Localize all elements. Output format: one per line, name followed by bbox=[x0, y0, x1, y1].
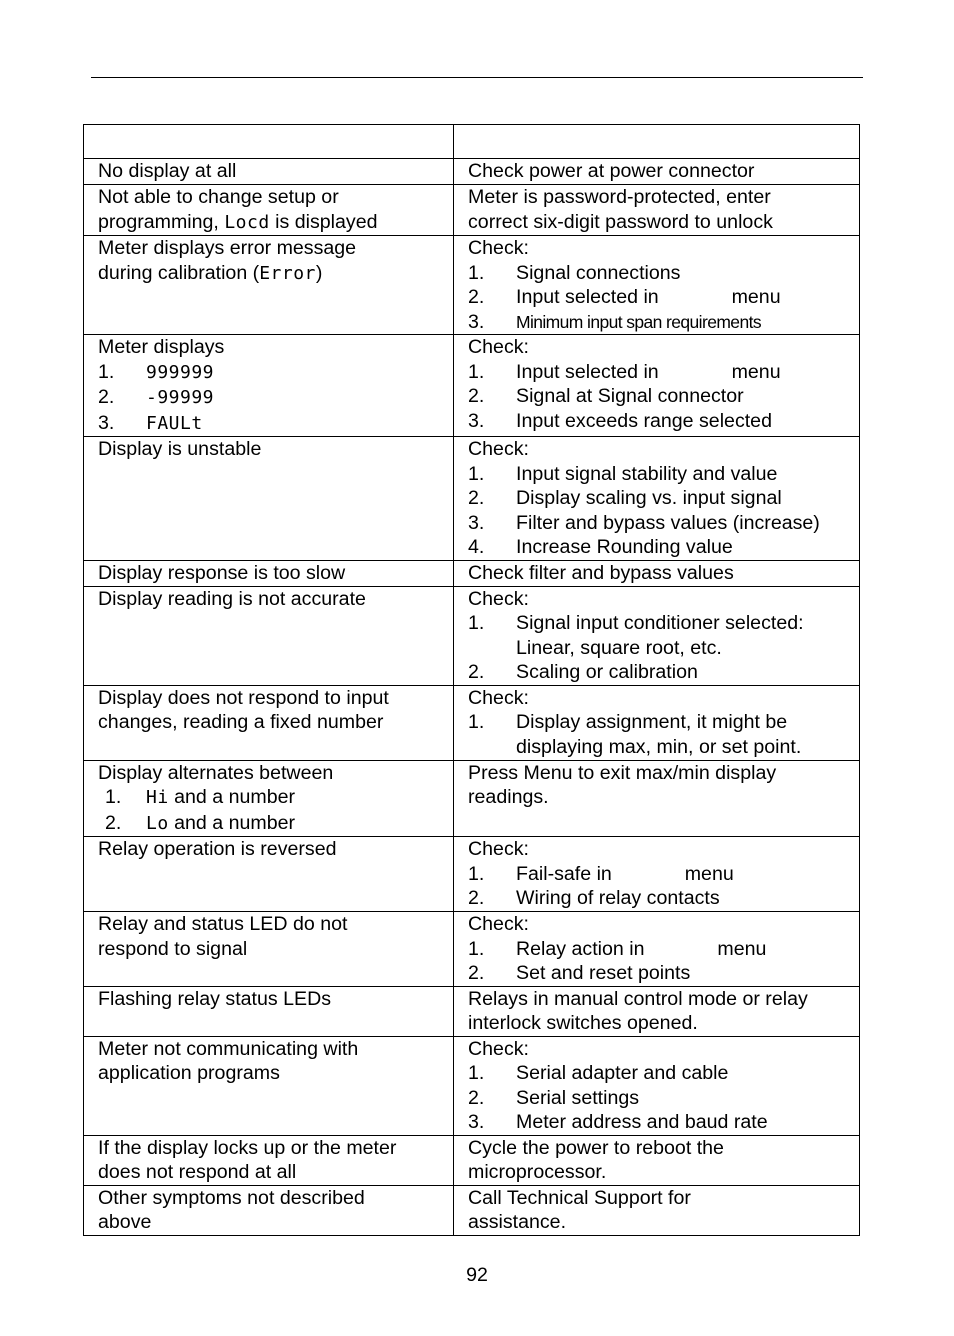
table-row bbox=[84, 335, 860, 437]
action-text: Check: bbox=[468, 913, 529, 935]
symptom-text: Relay and status LED do not bbox=[98, 913, 348, 935]
action-cell bbox=[454, 1036, 860, 1135]
item-number: 1. bbox=[468, 360, 485, 383]
action-cell bbox=[454, 986, 860, 1036]
symptom-text: respond to signal bbox=[98, 937, 248, 960]
action-cell bbox=[454, 561, 860, 587]
action-list-item bbox=[468, 710, 859, 735]
action-cell bbox=[454, 335, 860, 437]
action-cell bbox=[454, 586, 860, 685]
symptom-cell bbox=[84, 1036, 454, 1135]
item-text: displaying max, min, or set point. bbox=[516, 735, 802, 758]
action-cell bbox=[454, 837, 860, 912]
symptom-cell bbox=[84, 586, 454, 685]
symptom-list-item bbox=[98, 360, 453, 386]
symptom-cell bbox=[84, 185, 454, 236]
item-number: 2. bbox=[468, 385, 485, 407]
symptom-list-item bbox=[98, 785, 453, 811]
symptom-text: Other symptoms not described bbox=[98, 1186, 365, 1209]
table-row bbox=[84, 760, 860, 837]
symptom-list-item bbox=[98, 411, 453, 437]
action-text: Check: bbox=[468, 438, 529, 460]
action-cell bbox=[454, 685, 860, 760]
action-list-item bbox=[468, 409, 859, 434]
item-text: Signal input conditioner selected: bbox=[516, 612, 804, 634]
action-text: Cycle the power to reboot the bbox=[468, 1136, 724, 1159]
item-number: 3. bbox=[468, 1111, 485, 1133]
action-cell bbox=[454, 1135, 860, 1185]
symptom-cell bbox=[84, 437, 454, 561]
action-list-item bbox=[468, 1061, 859, 1086]
item-number: 2. bbox=[468, 1086, 485, 1109]
table-row bbox=[84, 837, 860, 912]
symptom-text: Relay operation is reversed bbox=[98, 838, 337, 860]
table-header-row bbox=[84, 125, 860, 159]
action-list-item bbox=[468, 360, 859, 385]
item-number: 1. bbox=[468, 612, 485, 634]
item-text bbox=[146, 386, 214, 408]
action-list-item bbox=[468, 886, 859, 911]
item-text: Input selected in menu bbox=[516, 286, 781, 308]
action-list-item bbox=[468, 310, 859, 335]
item-number: 3. bbox=[468, 310, 485, 333]
action-text: Press Menu to exit max/min display bbox=[468, 761, 777, 784]
symptom-cell bbox=[84, 561, 454, 587]
action-text: Check power at power connector bbox=[468, 160, 755, 182]
item-number: 1. bbox=[468, 261, 485, 284]
display-code: Error bbox=[259, 262, 316, 284]
item-text: Relay action in menu bbox=[516, 937, 767, 960]
action-list-item bbox=[468, 261, 859, 286]
display-code: Locd bbox=[224, 211, 270, 233]
item-number: 2. bbox=[98, 386, 115, 408]
item-text: Input exceeds range selected bbox=[516, 409, 772, 432]
symptom-cell bbox=[84, 760, 454, 837]
action-list-item bbox=[468, 1110, 859, 1135]
action-cell bbox=[454, 159, 860, 185]
item-text: Lo and a number bbox=[146, 811, 296, 834]
symptom-cell bbox=[84, 685, 454, 760]
item-number: 3. bbox=[98, 411, 115, 434]
table-row bbox=[84, 1036, 860, 1135]
action-text: correct six-digit password to unlock bbox=[468, 210, 773, 233]
action-list-item bbox=[468, 486, 859, 511]
item-number: 2. bbox=[105, 811, 122, 834]
action-cell bbox=[454, 437, 860, 561]
troubleshooting-table bbox=[83, 124, 860, 1236]
action-cell bbox=[454, 236, 860, 335]
action-list-item bbox=[468, 862, 859, 887]
page-number: 92 bbox=[466, 1264, 488, 1286]
item-number: 2. bbox=[468, 962, 485, 984]
table-row bbox=[84, 437, 860, 561]
symptom-text: changes, reading a fixed number bbox=[98, 711, 384, 733]
table-row bbox=[84, 986, 860, 1036]
item-text: Increase Rounding value bbox=[516, 536, 733, 558]
table-body bbox=[84, 159, 860, 1236]
item-number: 3. bbox=[468, 511, 485, 534]
item-text: Wiring of relay contacts bbox=[516, 887, 720, 909]
symptom-text: above bbox=[98, 1211, 152, 1233]
action-text: Relays in manual control mode or relay bbox=[468, 987, 808, 1010]
item-text: Display assignment, it might be bbox=[516, 711, 788, 733]
symptom-text: Meter displays bbox=[98, 336, 225, 358]
symptom-text: Display is unstable bbox=[98, 438, 262, 460]
symptom-cell bbox=[84, 1135, 454, 1185]
table-row bbox=[84, 912, 860, 987]
table-row bbox=[84, 1185, 860, 1235]
item-text: Signal connections bbox=[516, 261, 681, 284]
action-list-item bbox=[468, 735, 859, 760]
action-text: Meter is password-protected, enter bbox=[468, 186, 771, 208]
table-row bbox=[84, 561, 860, 587]
symptom-cell bbox=[84, 912, 454, 987]
action-list-item bbox=[468, 636, 859, 661]
item-text: Display scaling vs. input signal bbox=[516, 487, 782, 509]
item-number: 3. bbox=[468, 409, 485, 432]
symptom-text: Display does not respond to input bbox=[98, 686, 389, 709]
action-text: readings. bbox=[468, 786, 549, 808]
action-cell bbox=[454, 185, 860, 236]
action-list-item bbox=[468, 937, 859, 962]
display-code: 999999 bbox=[146, 361, 215, 383]
item-number: 1. bbox=[468, 1062, 485, 1084]
item-number: 2. bbox=[468, 286, 485, 308]
action-list-item bbox=[468, 1086, 859, 1111]
symptom-text: Meter not communicating with bbox=[98, 1037, 359, 1060]
table-row bbox=[84, 1135, 860, 1185]
symptom-list-item bbox=[98, 811, 453, 837]
item-number: 1. bbox=[468, 711, 485, 733]
action-text: assistance. bbox=[468, 1211, 567, 1233]
item-text: Input signal stability and value bbox=[516, 462, 778, 485]
action-text: Check: bbox=[468, 237, 529, 259]
item-number: 1. bbox=[468, 462, 485, 485]
action-text: Check: bbox=[468, 686, 529, 709]
action-text: Check filter and bypass values bbox=[468, 562, 734, 584]
item-text: Scaling or calibration bbox=[516, 661, 698, 683]
item-text: Signal at Signal connector bbox=[516, 385, 744, 407]
symptom-cell bbox=[84, 1185, 454, 1235]
action-text: Check: bbox=[468, 336, 529, 358]
item-text: Minimum input span requirements bbox=[516, 311, 761, 332]
item-text: Serial adapter and cable bbox=[516, 1062, 729, 1084]
item-text: Serial settings bbox=[516, 1086, 640, 1109]
display-code: Lo bbox=[146, 812, 169, 834]
table-row bbox=[84, 685, 860, 760]
symptom-text: No display at all bbox=[98, 160, 237, 182]
action-text: microprocessor. bbox=[468, 1161, 607, 1183]
item-text: Hi and a number bbox=[146, 786, 296, 808]
item-text bbox=[146, 412, 203, 434]
table-row bbox=[84, 185, 860, 236]
symptom-text: during calibration (Error) bbox=[98, 261, 323, 284]
symptom-text: programming, Locd is displayed bbox=[98, 210, 378, 233]
table-row bbox=[84, 586, 860, 685]
action-list-item bbox=[468, 611, 859, 636]
action-list-item bbox=[468, 961, 859, 986]
item-text bbox=[146, 361, 214, 383]
item-text: Set and reset points bbox=[516, 962, 691, 984]
symptom-text: Meter displays error message bbox=[98, 237, 357, 259]
symptom-text: does not respond at all bbox=[98, 1161, 297, 1183]
display-code: Hi bbox=[146, 787, 169, 808]
action-list-item bbox=[468, 384, 859, 409]
symptom-text: Display response is too slow bbox=[98, 562, 346, 584]
header-action bbox=[454, 125, 860, 159]
symptom-text: Display reading is not accurate bbox=[98, 587, 366, 610]
action-cell bbox=[454, 912, 860, 987]
action-list-item bbox=[468, 535, 859, 560]
action-cell bbox=[454, 1185, 860, 1235]
symptom-cell bbox=[84, 986, 454, 1036]
symptom-text: application programs bbox=[98, 1062, 280, 1084]
action-text: Check: bbox=[468, 1037, 529, 1060]
item-text: Meter address and baud rate bbox=[516, 1111, 768, 1133]
item-number: 4. bbox=[468, 536, 485, 558]
header-symptom bbox=[84, 125, 454, 159]
item-text: Input selected in menu bbox=[516, 360, 781, 383]
display-code: -99999 bbox=[146, 387, 215, 408]
table-row bbox=[84, 236, 860, 335]
item-text: Fail-safe in menu bbox=[516, 862, 734, 885]
symptom-list-item bbox=[98, 385, 453, 411]
item-number: 1. bbox=[98, 360, 115, 383]
symptom-cell bbox=[84, 837, 454, 912]
item-number: 1. bbox=[468, 937, 485, 960]
symptom-cell bbox=[84, 159, 454, 185]
table-row bbox=[84, 159, 860, 185]
item-number: 1. bbox=[105, 786, 122, 808]
symptom-cell bbox=[84, 335, 454, 437]
action-text: interlock switches opened. bbox=[468, 1012, 698, 1034]
display-code: FAULt bbox=[146, 412, 203, 434]
item-number: 2. bbox=[468, 887, 485, 909]
action-cell bbox=[454, 760, 860, 837]
action-text: Check: bbox=[468, 838, 529, 860]
action-list-item bbox=[468, 660, 859, 685]
action-list-item bbox=[468, 511, 859, 536]
symptom-cell bbox=[84, 236, 454, 335]
action-list-item bbox=[468, 285, 859, 310]
symptom-text: Flashing relay status LEDs bbox=[98, 987, 332, 1010]
symptom-text: If the display locks up or the meter bbox=[98, 1136, 397, 1159]
action-text: Call Technical Support for bbox=[468, 1186, 691, 1209]
item-text: Linear, square root, etc. bbox=[516, 636, 722, 659]
item-text: Filter and bypass values (increase) bbox=[516, 511, 820, 534]
symptom-text: Display alternates between bbox=[98, 761, 334, 784]
item-number: 1. bbox=[468, 862, 485, 885]
action-text: Check: bbox=[468, 587, 529, 610]
symptom-text: Not able to change setup or bbox=[98, 186, 339, 208]
header-rule bbox=[91, 77, 863, 78]
action-list-item bbox=[468, 462, 859, 487]
item-number: 2. bbox=[468, 661, 485, 683]
item-number: 2. bbox=[468, 487, 485, 509]
